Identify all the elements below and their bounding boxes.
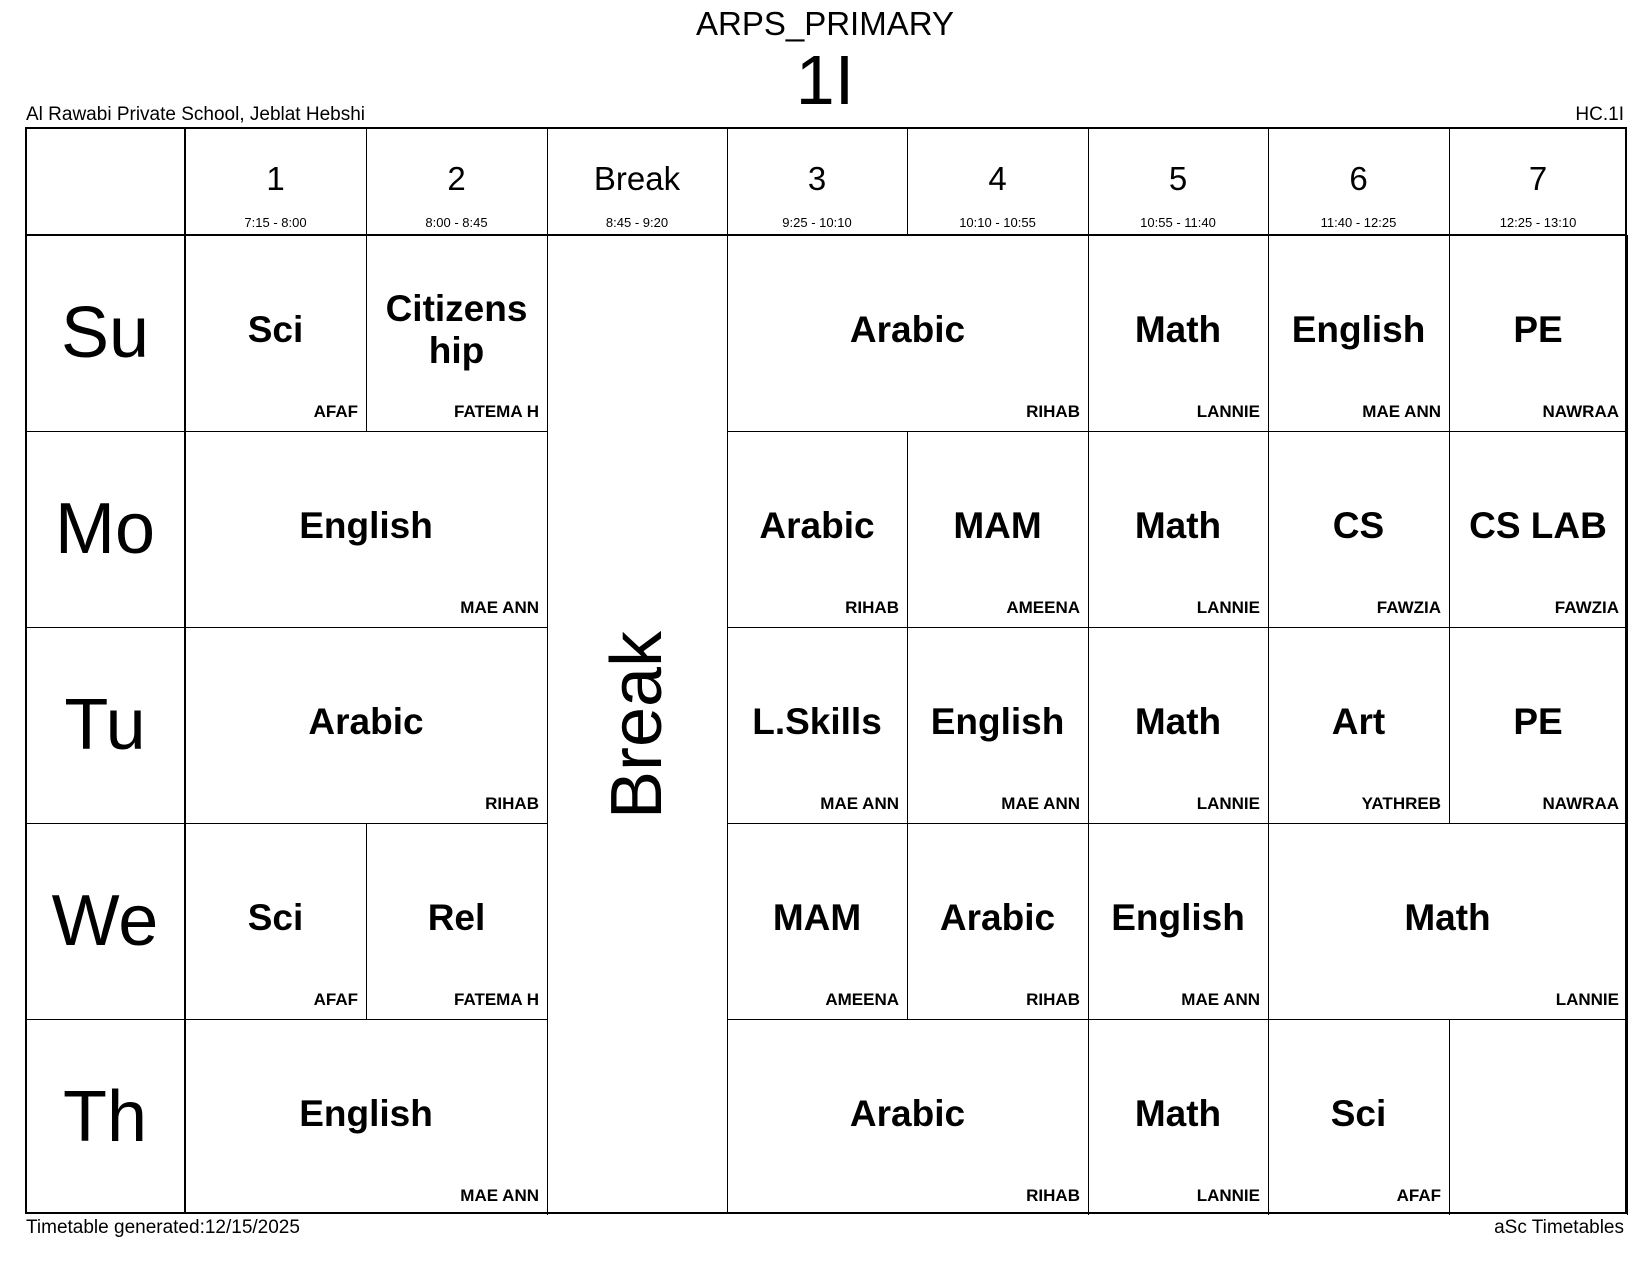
grid-line — [25, 823, 185, 824]
lesson-subject: Citizens hip — [385, 288, 528, 371]
lesson-cell — [727, 431, 907, 627]
lesson-teacher: AFAF — [313, 402, 358, 421]
school-name: Al Rawabi Private School, Jeblat Hebshi — [26, 104, 366, 125]
break-column — [547, 235, 727, 1214]
lesson-subject: Rel — [427, 897, 486, 938]
lesson-teacher: LANNIE — [1196, 598, 1260, 617]
lesson-subject: English — [1111, 897, 1245, 938]
lesson-teacher: LANNIE — [1555, 990, 1619, 1009]
day-label: We — [51, 881, 159, 961]
lesson-teacher: MAE ANN — [1181, 990, 1260, 1009]
lesson-cell — [727, 235, 1088, 431]
lesson-cell — [1449, 627, 1627, 823]
day-label: Su — [60, 293, 150, 373]
timetable-title: ARPS_PRIMARY — [696, 5, 954, 42]
lesson-cell — [185, 235, 366, 431]
grid-line — [1627, 431, 1628, 627]
lesson-teacher: FAWZIA — [1376, 598, 1441, 617]
lesson-teacher: RIHAB — [845, 598, 899, 617]
lesson-cell — [1449, 1019, 1627, 1215]
period-time: 7:15 - 8:00 — [244, 215, 307, 230]
day-label: Tu — [64, 685, 146, 765]
lesson-teacher: YATHREB — [1361, 794, 1441, 813]
grid-line — [547, 1019, 548, 1215]
lesson-subject: PE — [1513, 701, 1563, 742]
grid-line — [1088, 127, 1089, 235]
lesson-cell — [1268, 627, 1449, 823]
lesson-teacher: LANNIE — [1196, 1186, 1260, 1205]
lesson-subject: CS LAB — [1469, 505, 1607, 546]
lesson-teacher: MAE ANN — [1362, 402, 1441, 421]
lesson-subject: English — [299, 1093, 433, 1134]
lesson-cell — [1088, 823, 1268, 1019]
period-header — [727, 127, 907, 235]
period-header — [907, 127, 1088, 235]
lesson-subject: MAM — [953, 505, 1042, 546]
grid-line — [547, 431, 548, 627]
period-number: 1 — [266, 160, 285, 197]
lesson-subject: Math — [1134, 309, 1222, 350]
grid-line — [1449, 127, 1450, 235]
grid-line — [547, 235, 548, 431]
day-label: Mo — [54, 489, 156, 569]
lesson-teacher: MAE ANN — [460, 598, 539, 617]
software-credit: aSc Timetables — [1494, 1217, 1624, 1238]
grid-line — [25, 627, 185, 628]
lesson-teacher: MAE ANN — [820, 794, 899, 813]
period-number: 2 — [447, 160, 466, 197]
period-time: 10:55 - 11:40 — [1140, 215, 1216, 230]
grid-line — [1627, 627, 1628, 823]
break-label: Break — [597, 630, 677, 819]
grid-line — [547, 627, 548, 823]
lesson-subject: L.Skills — [752, 701, 882, 742]
lesson-cell — [1268, 431, 1449, 627]
grid-line — [1627, 1019, 1628, 1215]
lesson-cell — [1268, 823, 1627, 1019]
lesson-teacher: RIHAB — [1026, 1186, 1080, 1205]
lesson-cell — [907, 431, 1088, 627]
grid-line — [727, 127, 728, 235]
lesson-teacher: RIHAB — [485, 794, 539, 813]
lesson-subject: Art — [1331, 701, 1386, 742]
period-number: 5 — [1168, 160, 1188, 197]
grid-line — [1627, 823, 1628, 1019]
lesson-teacher: FATEMA H — [454, 990, 539, 1009]
lesson-cell — [1449, 431, 1627, 627]
lesson-subject: Math — [1134, 701, 1222, 742]
lesson-cell — [1088, 627, 1268, 823]
lesson-cell — [907, 627, 1088, 823]
lesson-cell — [907, 823, 1088, 1019]
lesson-teacher: AFAF — [313, 990, 358, 1009]
lesson-cell — [185, 627, 547, 823]
lesson-teacher: FAWZIA — [1554, 598, 1619, 617]
period-time: 9:25 - 10:10 — [782, 215, 852, 230]
period-header — [185, 127, 366, 235]
grid-line — [547, 127, 548, 235]
lesson-cell — [366, 823, 547, 1019]
lesson-subject: Sci — [1330, 1093, 1387, 1134]
lesson-teacher: LANNIE — [1196, 794, 1260, 813]
lesson-teacher: AFAF — [1396, 1186, 1441, 1205]
lesson-subject: Arabic — [849, 1093, 966, 1134]
class-code: HC.1I — [1575, 104, 1624, 125]
generated-date: Timetable generated:12/15/2025 — [26, 1217, 300, 1238]
lesson-subject: Arabic — [849, 309, 966, 350]
lesson-cell — [366, 235, 547, 431]
lesson-cell — [185, 431, 547, 627]
grid-line — [1268, 127, 1269, 235]
grid-line — [25, 1019, 185, 1020]
lesson-teacher: RIHAB — [1026, 402, 1080, 421]
lesson-cell — [185, 1019, 547, 1215]
lesson-subject — [1453, 1019, 1623, 1209]
lesson-subject: Sci — [247, 897, 304, 938]
grid-line — [547, 823, 548, 1019]
period-number: Break — [593, 160, 681, 197]
class-name: 1I — [795, 41, 855, 119]
lesson-cell — [185, 823, 366, 1019]
period-time: 11:40 - 12:25 — [1320, 215, 1397, 230]
lesson-subject: Sci — [247, 309, 304, 350]
lesson-cell — [1088, 1019, 1268, 1215]
lesson-subject: CS — [1332, 505, 1385, 546]
lesson-subject: English — [930, 701, 1065, 742]
period-header — [366, 127, 547, 235]
lesson-cell — [1268, 1019, 1449, 1215]
lesson-subject: Arabic — [759, 505, 875, 546]
lesson-cell — [727, 627, 907, 823]
period-number: 4 — [988, 160, 1007, 197]
lesson-teacher: MAE ANN — [460, 1186, 539, 1205]
lesson-teacher: MAE ANN — [1001, 794, 1080, 813]
lesson-teacher: LANNIE — [1196, 402, 1260, 421]
lesson-teacher: NAWRAA — [1542, 794, 1619, 813]
grid-line — [907, 127, 908, 235]
lesson-subject: Math — [1134, 505, 1222, 546]
period-header — [1268, 127, 1449, 235]
lesson-subject: Math — [1404, 897, 1491, 938]
lesson-subject: English — [1291, 309, 1426, 350]
lesson-cell — [1449, 235, 1627, 431]
lesson-cell — [1088, 431, 1268, 627]
grid-line — [366, 127, 367, 235]
lesson-subject: Arabic — [939, 897, 1056, 938]
day-label: Th — [62, 1077, 148, 1157]
period-time: 12:25 - 13:10 — [1499, 215, 1577, 230]
period-number: 3 — [807, 160, 827, 197]
grid-line — [1627, 235, 1628, 431]
lesson-cell — [1268, 235, 1449, 431]
lesson-subject: Arabic — [308, 701, 424, 742]
grid-line — [25, 431, 185, 432]
lesson-subject: MAM — [772, 897, 862, 938]
period-header — [547, 127, 727, 235]
period-header — [1088, 127, 1268, 235]
lesson-teacher: AMEENA — [1006, 598, 1080, 617]
period-number: 6 — [1349, 160, 1368, 197]
period-header — [1449, 127, 1627, 235]
period-time: 8:00 - 8:45 — [425, 215, 488, 230]
period-time: 10:10 - 10:55 — [959, 215, 1036, 230]
lesson-teacher: AMEENA — [825, 990, 899, 1009]
lesson-teacher: NAWRAA — [1542, 402, 1619, 421]
lesson-teacher: RIHAB — [1026, 990, 1080, 1009]
lesson-cell — [1088, 235, 1268, 431]
lesson-cell — [727, 823, 907, 1019]
lesson-subject: Math — [1134, 1093, 1222, 1134]
period-time: 8:45 - 9:20 — [605, 215, 669, 230]
lesson-subject: English — [299, 505, 433, 546]
lesson-subject: PE — [1513, 309, 1563, 350]
period-number: 7 — [1528, 160, 1548, 197]
lesson-cell — [727, 1019, 1088, 1215]
lesson-teacher: FATEMA H — [454, 402, 539, 421]
